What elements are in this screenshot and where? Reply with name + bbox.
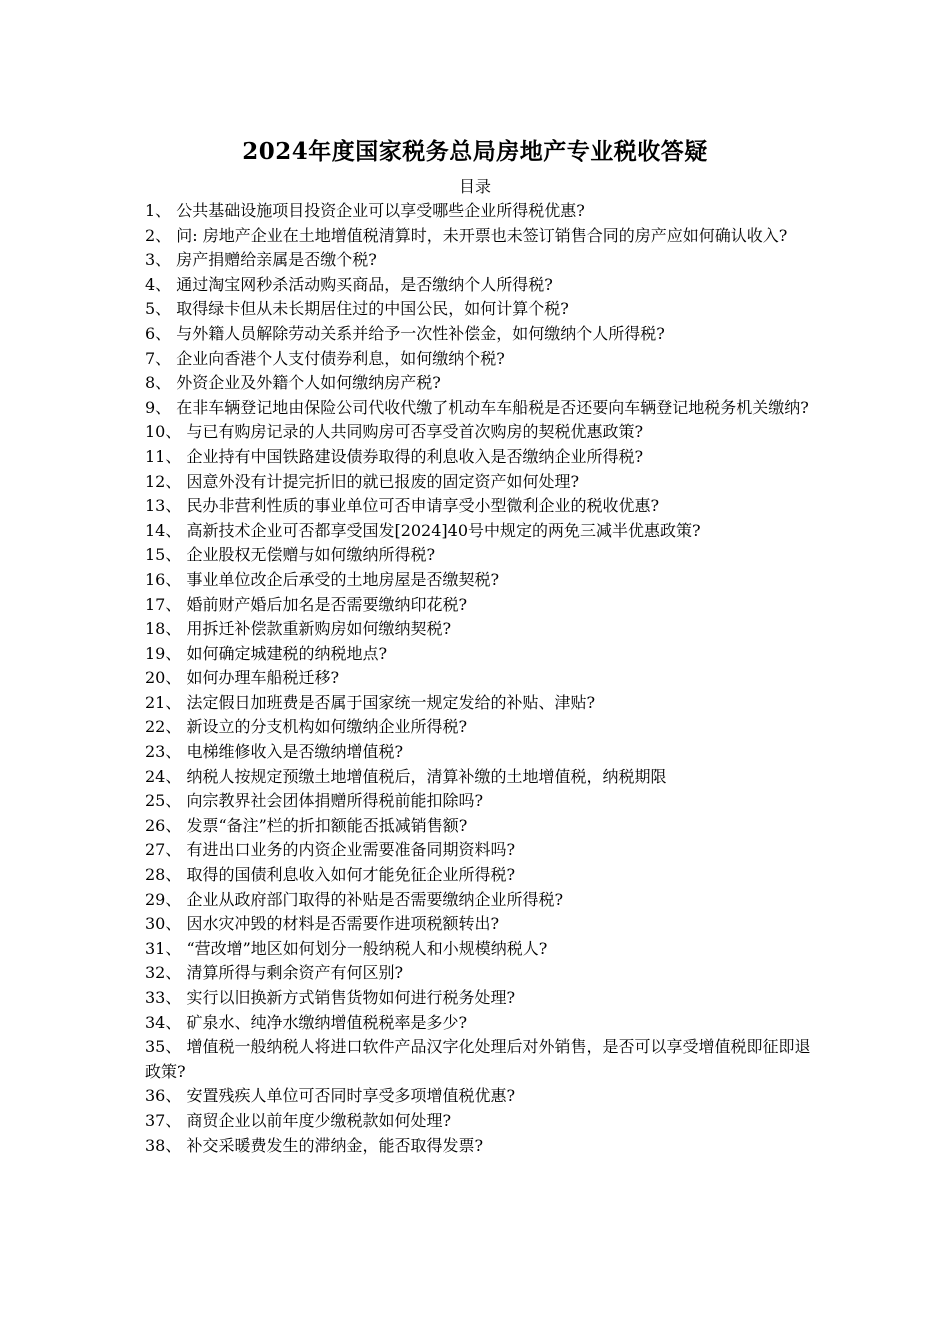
toc-item-21: 21、 法定假日加班费是否属于国家统一规定发给的补贴、津贴? bbox=[145, 692, 596, 712]
toc-item-28: 28、 取得的国债利息收入如何才能免征企业所得税? bbox=[145, 865, 516, 885]
toc-item-20: 20、 如何办理车船税迁移? bbox=[145, 668, 340, 688]
toc-item-27: 27、 有进出口业务的内资企业需要准备同期资料吗? bbox=[145, 840, 516, 860]
toc-item-33: 33、 实行以旧换新方式销售货物如何进行税务处理? bbox=[145, 988, 516, 1007]
toc-item-29: 29、 企业从政府部门取得的补贴是否需要缴纳企业所得税? bbox=[145, 889, 564, 909]
toc-item-26: 26、 发票“备注”栏的折扣额能否抵减销售额? bbox=[145, 815, 468, 835]
toc-item-38: 38、 补交采暖费发生的滞纳金，能否取得发票? bbox=[145, 1135, 484, 1155]
toc-item-34: 34、 矿泉水、纯净水缴纳增值税税率是多少? bbox=[145, 1012, 468, 1032]
toc-item-14: 14、 高新技术企业可否都享受国发[2024]40号中规定的两免三减半优惠政策? bbox=[145, 520, 701, 540]
toc-item-10: 10、 与已有购房记录的人共同购房可否享受首次购房的契税优惠政策? bbox=[145, 422, 644, 442]
toc-item-35: 35、 增值税一般纳税人将进口软件产品汉字化处理后对外销售，是否可以享受增值税即征即退政策? bbox=[145, 1037, 811, 1081]
toc-heading: 目录 bbox=[458, 177, 491, 196]
toc-item-19: 19、 如何确定城建税的纳税地点? bbox=[145, 643, 388, 663]
toc-item-13: 13、 民办非营利性质的事业单位可否申请享受小型微利企业的税收优惠? bbox=[145, 496, 660, 516]
toc-item-18: 18、 用拆迁补偿款重新购房如何缴纳契税? bbox=[145, 619, 452, 639]
toc-list bbox=[145, 199, 815, 1158]
toc-item-4: 4、 通过淘宝网秒杀活动购买商品，是否缴纳个人所得税? bbox=[145, 274, 553, 294]
toc-item-22: 22、 新设立的分支机构如何缴纳企业所得税? bbox=[145, 717, 468, 737]
toc-item-11: 11、 企业持有中国铁路建设债券取得的利息收入是否缴纳企业所得税? bbox=[145, 446, 644, 466]
toc-item-36: 36、 安置残疾人单位可否同时享受多项增值税优惠? bbox=[145, 1086, 516, 1106]
toc-item-3: 3、 房产捐赠给亲属是否缴个税? bbox=[145, 250, 377, 270]
toc-item-31: 31、 “营改增”地区如何划分一般纳税人和小规模纳税人? bbox=[145, 938, 548, 958]
toc-item-1: 1、 公共基础设施项目投资企业可以享受哪些企业所得税优惠? bbox=[145, 201, 585, 220]
toc-item-6: 6、 与外籍人员解除劳动关系并给予一次性补偿金，如何缴纳个人所得税? bbox=[145, 323, 665, 343]
toc-item-12: 12、 因意外没有计提完折旧的就已报废的固定资产如何处理? bbox=[145, 471, 580, 491]
toc-item-37: 37、 商贸企业以前年度少缴税款如何处理? bbox=[145, 1110, 452, 1130]
toc-item-15: 15、 企业股权无偿赠与如何缴纳所得税? bbox=[145, 545, 436, 565]
toc-item-23: 23、 电梯维修收入是否缴纳增值税? bbox=[145, 742, 404, 762]
toc-item-32: 32、 清算所得与剩余资产有何区别? bbox=[145, 963, 404, 983]
toc-item-5: 5、 取得绿卡但从未长期居住过的中国公民，如何计算个税? bbox=[145, 299, 569, 319]
toc-item-16: 16、 事业单位改企后承受的土地房屋是否缴契税? bbox=[145, 569, 500, 589]
document-title: 2024年度国家税务总局房地产专业税收答疑 bbox=[242, 138, 708, 165]
toc-item-2: 2、 问: 房地产企业在土地增值税清算时，未开票也未签订销售合同的房产应如何确认收入? bbox=[145, 225, 788, 245]
toc-item-17: 17、 婚前财产婚后加名是否需要缴纳印花税? bbox=[145, 594, 468, 614]
toc-item-8: 8、 外资企业及外籍个人如何缴纳房产税? bbox=[145, 373, 441, 393]
toc-item-9: 9、 在非车辆登记地由保险公司代收代缴了机动车车船税是否还要向车辆登记地税务机关缴纳? bbox=[145, 397, 809, 417]
toc-item-7: 7、 企业向香港个人支付债券利息，如何缴纳个税? bbox=[145, 348, 505, 368]
toc-item-24: 24、 纳税人按规定预缴土地增值税后，清算补缴的土地增值税，纳税期限 bbox=[145, 766, 667, 786]
toc-item-30: 30、 因水灾冲毁的材料是否需要作进项税额转出? bbox=[145, 914, 500, 934]
toc-item-25: 25、 向宗教界社会团体捐赠所得税前能扣除吗? bbox=[145, 791, 484, 811]
